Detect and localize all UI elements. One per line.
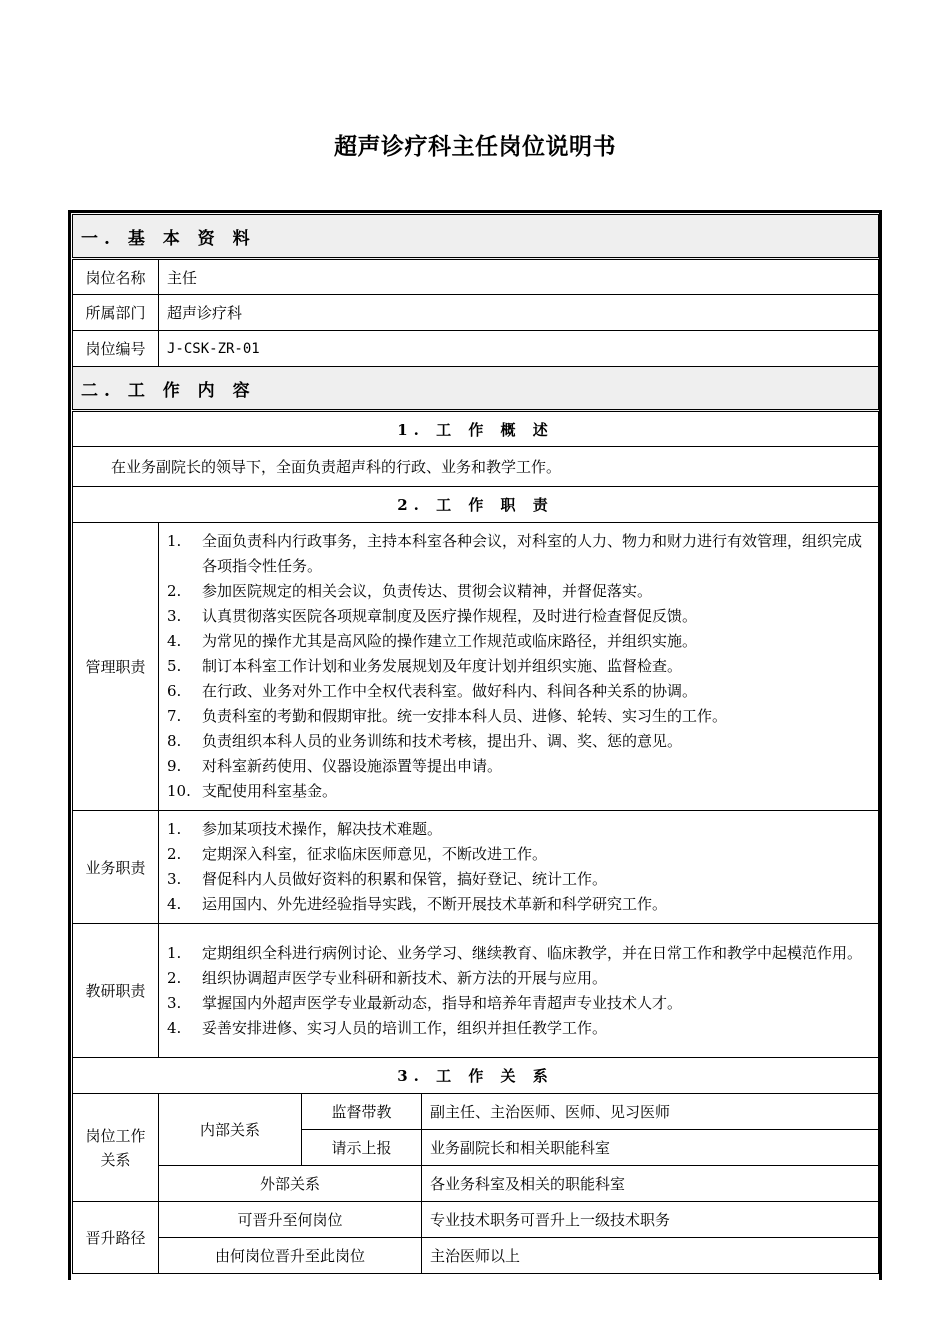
section-header-work <box>73 367 879 411</box>
promotion-label: 晋升路径 <box>73 1202 159 1274</box>
overview-text: 在业务副院长的领导下，全面负责超声科的行政、业务和教学工作。 <box>73 447 879 487</box>
duty-list <box>159 523 879 811</box>
duty-label: 业务职责 <box>73 811 159 924</box>
job-description-table <box>72 214 879 1274</box>
list-item: 2. 定期深入科室，征求临床医师意见，不断改进工作。 <box>167 845 548 863</box>
field-label: 所属部门 <box>73 295 159 331</box>
list-item: 1. 定期组织全科进行病例讨论、业务学习、继续教育、临床教学，并在日常工作和教学中起模范作用。 <box>167 943 863 962</box>
list-item: 4. 运用国内、外先进经验指导实践，不断开展技术革新和科学研究工作。 <box>167 895 668 913</box>
section-title-basic: 一. 基 本 资 料 <box>73 215 879 259</box>
list-item: 1. 参加某项技术操作，解决技术难题。 <box>167 820 443 838</box>
list-item: 3. 认真贯彻落实医院各项规章制度及医疗操作规程，及时进行检查督促反馈。 <box>167 607 698 625</box>
table-row <box>73 1238 879 1274</box>
duty-row-management <box>73 523 879 811</box>
list-item: 7. 负责科室的考勤和假期审批。统一安排本科人员、进修、轮转、实习生的工作。 <box>167 707 728 725</box>
duty-row-business <box>73 811 879 924</box>
list-item: 3. 掌握国内外超声医学专业最新动态，指导和培养年青超声专业技术人才。 <box>167 993 683 1012</box>
table-row <box>73 447 879 487</box>
list-item: 3. 督促科内人员做好资料的积累和保管，搞好登记、统计工作。 <box>167 870 608 888</box>
page-title: 超声诊疗科主任岗位说明书 <box>334 133 616 160</box>
list-item: 9. 对科室新药使用、仪器设施添置等提出申请。 <box>167 757 503 775</box>
list-item: 8. 负责组织本科人员的业务训练和技术考核，提出升、调、奖、惩的意见。 <box>167 732 683 750</box>
list-item: 5. 制订本科室工作计划和业务发展规划及年度计划并组织实施、监督检查。 <box>167 657 683 675</box>
duty-list <box>159 811 879 924</box>
subsection-header <box>73 487 879 523</box>
table-row <box>73 1094 879 1130</box>
field-value-position: 主任 <box>159 259 879 295</box>
external-relations-value: 各业务科室及相关的职能科室 <box>422 1166 879 1202</box>
promote-from-value: 主治医师以上 <box>422 1238 879 1274</box>
report-label: 请示上报 <box>302 1130 422 1166</box>
table-row <box>73 331 879 367</box>
subsection-title-relations: 3. 工 作 关 系 <box>73 1058 879 1094</box>
subsection-header <box>73 1058 879 1094</box>
list-item: 6. 在行政、业务对外工作中全权代表科室。做好科内、科间各种关系的协调。 <box>167 682 698 700</box>
internal-relations-label: 内部关系 <box>159 1094 302 1166</box>
promote-from-label: 由何岗位晋升至此岗位 <box>159 1238 422 1274</box>
report-value: 业务副院长和相关职能科室 <box>422 1130 879 1166</box>
list-item: 10. 支配使用科室基金。 <box>167 782 338 800</box>
duty-list <box>159 924 879 1058</box>
field-value-code: J-CSK-ZR-01 <box>159 331 879 367</box>
list-item: 2. 参加医院规定的相关会议，负责传达、贯彻会议精神，并督促落实。 <box>167 582 653 600</box>
promote-to-label: 可晋升至何岗位 <box>159 1202 422 1238</box>
subsection-title-duties: 2. 工 作 职 责 <box>73 487 879 523</box>
list-item: 4. 为常见的操作尤其是高风险的操作建立工作规范或临床路径，并组织实施。 <box>167 632 698 650</box>
external-relations-label: 外部关系 <box>159 1166 422 1202</box>
section-header-basic <box>73 215 879 259</box>
list-item: 4. 妥善安排进修、实习人员的培训工作，组织并担任教学工作。 <box>167 1018 608 1037</box>
duty-label: 教研职责 <box>73 924 159 1058</box>
list-item: 2. 组织协调超声医学专业科研和新技术、新方法的开展与应用。 <box>167 968 608 987</box>
subsection-title-overview: 1. 工 作 概 述 <box>73 411 879 447</box>
field-label: 岗位名称 <box>73 259 159 295</box>
promote-to-value: 专业技术职务可晋升上一级技术职务 <box>422 1202 879 1238</box>
table-row <box>73 259 879 295</box>
table-row <box>73 1202 879 1238</box>
relations-label: 岗位工作关系 <box>73 1094 159 1202</box>
duty-row-teaching <box>73 924 879 1058</box>
field-value-department: 超声诊疗科 <box>159 295 879 331</box>
list-item: 1. 全面负责科内行政事务，主持本科室各种会议，对科室的人力、物力和财力进行有效管理，组织完成各项指令性任务。 <box>167 532 863 575</box>
duty-label: 管理职责 <box>73 523 159 811</box>
table-row <box>73 1166 879 1202</box>
table-row <box>73 295 879 331</box>
section-title-work: 二. 工 作 内 容 <box>73 367 879 411</box>
supervise-value: 副主任、主治医师、医师、见习医师 <box>422 1094 879 1130</box>
supervise-label: 监督带教 <box>302 1094 422 1130</box>
subsection-header <box>73 411 879 447</box>
field-label: 岗位编号 <box>73 331 159 367</box>
